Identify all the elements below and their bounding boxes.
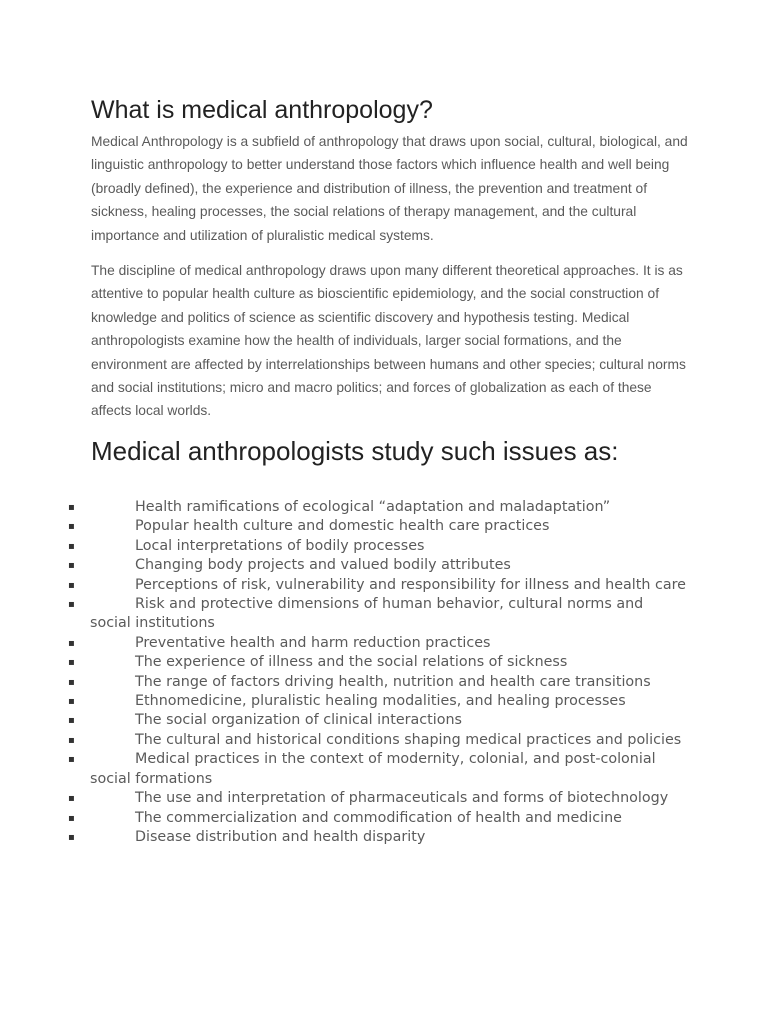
list-item-text: The social organization of clinical interactions <box>135 712 462 729</box>
bullet-icon: ▪ <box>68 676 75 688</box>
list-item <box>68 653 688 672</box>
section-heading: Medical anthropologists study such issues as: <box>91 436 619 466</box>
list-item <box>68 517 688 536</box>
bullet-icon: ▪ <box>68 734 75 746</box>
bullet-icon: ▪ <box>68 560 75 572</box>
discipline-paragraph: The discipline of medical anthropology draws upon many different theoretical approaches. It is as attentive to popular health culture as bioscientific epidemiology, and the social construction of knowledge and politics of science as scientific discovery and hypothesis testing. Medical anthropologists examine how the health of individuals, larger social formations, and the environment are affected by interrelationships between humans and other species; cultural norms and social institutions; micro and macro politics; and forces of globalization as each of these affects local worlds. <box>91 263 686 419</box>
list-item-text: The range of factors driving health, nutrition and health care transitions <box>135 673 651 690</box>
issues-list <box>68 498 688 847</box>
page-title: What is medical anthropology? <box>91 96 433 124</box>
bullet-icon: ▪ <box>68 521 75 533</box>
bullet-icon: ▪ <box>68 637 75 649</box>
list-item-text: The experience of illness and the social relations of sickness <box>135 654 568 671</box>
list-item <box>68 556 688 575</box>
list-item-text: Popular health culture and domestic health care practices <box>135 518 550 535</box>
bullet-icon: ▪ <box>68 696 75 708</box>
list-item-text: The cultural and historical conditions shaping medical practices and policies <box>135 731 682 748</box>
list-item <box>68 634 688 653</box>
list-item <box>68 595 688 634</box>
bullet-icon: ▪ <box>68 599 75 611</box>
list-item-text: Changing body projects and valued bodily attributes <box>135 557 511 574</box>
list-item <box>68 673 688 692</box>
bullet-icon: ▪ <box>68 754 75 766</box>
list-item <box>68 731 688 750</box>
bullet-icon: ▪ <box>68 657 75 669</box>
list-item <box>68 828 688 847</box>
list-item-text: Perceptions of risk, vulnerability and responsibility for illness and health care <box>135 576 686 593</box>
bullet-icon: ▪ <box>68 579 75 591</box>
intro-paragraph: Medical Anthropology is a subfield of anthropology that draws upon social, cultural, biological, and linguistic anthropology to better understand those factors which influence health and well being (broadly defined), the experience and distribution of illness, the prevention and treatment of sickness, healing processes, the social relations of therapy management, and the cultural importance and utilization of pluralistic medical systems. <box>91 134 688 243</box>
bullet-icon: ▪ <box>68 812 75 824</box>
list-item-text: The commercialization and commodification of health and medicine <box>135 809 622 826</box>
bullet-icon: ▪ <box>68 502 75 513</box>
list-item <box>68 692 688 711</box>
list-item <box>68 789 688 808</box>
list-item-text: Risk and protective dimensions of human behavior, cultural norms and social institutions <box>90 596 644 632</box>
bullet-icon: ▪ <box>68 831 75 843</box>
bullet-icon: ▪ <box>68 793 75 805</box>
list-item <box>68 711 688 730</box>
list-item-text: Preventative health and harm reduction practices <box>135 634 491 651</box>
list-item-text: Ethnomedicine, pluralistic healing modalities, and healing processes <box>135 693 626 710</box>
bullet-icon: ▪ <box>68 715 75 727</box>
list-item-text: Disease distribution and health disparity <box>135 828 426 845</box>
list-item <box>68 498 688 517</box>
list-item <box>68 750 688 789</box>
list-item <box>68 809 688 828</box>
list-item-text: Health ramifications of ecological “adaptation and maladaptation” <box>135 499 611 515</box>
list-item-text: Medical practices in the context of modernity, colonial, and post-colonial social formations <box>90 751 656 787</box>
list-item-text: Local interpretations of bodily processes <box>135 537 425 554</box>
list-item-text: The use and interpretation of pharmaceuticals and forms of biotechnology <box>135 790 669 807</box>
list-item <box>68 576 688 595</box>
list-item <box>68 537 688 556</box>
bullet-icon: ▪ <box>68 540 75 552</box>
